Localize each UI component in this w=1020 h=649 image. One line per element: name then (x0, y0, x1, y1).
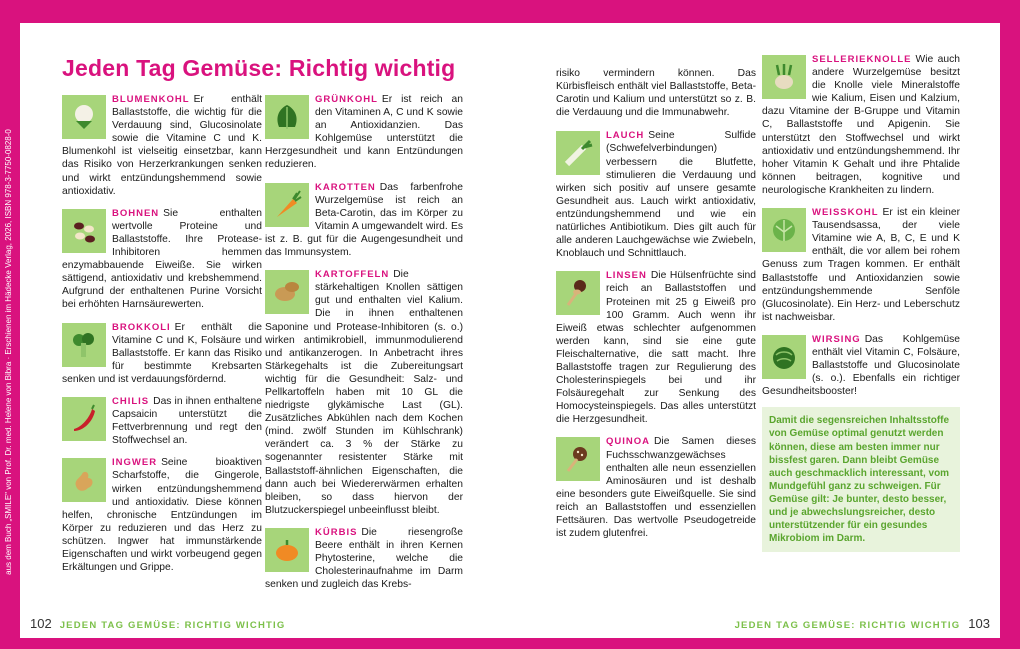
entry-body: Er enthält die Vitamine C und K, Folsäure und Ballaststoffe. Er kann das Risiko für bestimmte Krebsarten senken und ist verdauungsfördernd. (62, 321, 262, 385)
entry-keyword: CHILIS (112, 395, 150, 407)
entry-body: Das in ihnen enthaltene Capsaicin unterstützt die Fettverbrennung und regt den Stoffwechsel an. (112, 395, 262, 447)
entry-body: Seine bioaktiven Scharfstoffe, die Gingerole, wirken entzündungshemmend und antioxidativ. Diese können helfen, chronische Entzündungen im Körper zu reduzieren und das Herz zu schützen. Ingwer hat immunstärkende Eigenschaften und wirkt vorbeugend gegen Erkältungen und Grippe. (62, 457, 262, 574)
entry-keyword: SELLERIEKNOLLE (812, 54, 912, 65)
quinoa-icon (556, 437, 600, 481)
entry-body: Sie enthalten wertvolle Proteine und Ballaststoffe. Ihre Protease-Inhibitoren hemmen enzymabbauende Eiweiße. Sie wirken sättigend, antioxidativ und krebshemmend. Aufgrund der enthaltenen Purine Vorsicht bei erhöhten Harnsäurewerten. (62, 207, 262, 311)
entry-keyword: WEISSKOHL (812, 207, 879, 219)
entry-body: Die riesengroße Beere enthält in ihren Kernen Phytosterine, welche die Cholesterinaufnahme im Darm senken und zugleich das Krebs- (265, 526, 463, 591)
entry-body: Das Kohlgemüse enthält viel Vitamin C, Folsäure, Ballaststoffe und Glucosinolate (s. o.). Ebenfalls ein richtiger Gesundheitsbooster! (762, 333, 960, 398)
entry-wirsing (762, 333, 960, 398)
entry-sellerieknolle (762, 53, 960, 197)
broccoli-icon (62, 323, 106, 367)
chili-icon (62, 397, 106, 441)
column-1 (62, 93, 262, 583)
entry-keyword: GRÜNKOHL (315, 94, 378, 105)
entry-keyword: BROKKOLI (112, 321, 171, 333)
tip-box: Damit die segensreichen Inhaltsstoffe von Gemüse optimal genutzt werden können, diese am besten immer nur bissfest garen. Dann bleibt Gemüse auch geschmacklich interessant, vom Mundgefühl ganz zu schweigen. Für Gemüse gilt: Je bunter, desto besser, und je abwechslungsreicher, desto unterstützender für ein gesundes Mikrobiom im Darm. (762, 407, 960, 552)
beans-icon (62, 209, 106, 253)
entry-body: Die stärkehaltigen Knollen sättigen gut und enthalten viel Kalium. Die in ihnen enthaltenen Saponine und Protease-Inhibitoren (s. o.) wirken antimikrobiell, immunmodulierend und antikanzerogen. In Anbetracht ihres Stärkegehalts ist die Zubereitungsart wichtig für die Gesundheit: Salz- und Pellkartoffeln haben mit 10 GL die niedrigste glykämische Last (GL). Zusätzliches Abkühlen nach dem Kochen (mind. zwölf Stunden im Kühlschrank) verändert ca. 3 % der Stärke zu sogenannter resistenter Stärke mit Ballaststoff-ähnlichen Eigenschaften, die dann auch bei Wiedererwärmen erhalten bleiben, so dass hiervon der Blutzuckerspiegel unbeeinflusst bleibt. (265, 269, 463, 516)
kale-icon (265, 95, 309, 139)
cabbage-icon (762, 208, 806, 252)
entry-chilis (62, 395, 262, 447)
page-number-right: 103 (968, 616, 990, 631)
entry-keyword: KARTOFFELN (315, 269, 390, 281)
entry-quinoa (556, 435, 756, 540)
page-title: Jeden Tag Gemüse: Richtig wichtig (62, 55, 456, 81)
entry-keyword: BOHNEN (112, 207, 160, 219)
entry-keyword: KÜRBIS (315, 526, 358, 538)
entry-ingwer (62, 456, 262, 574)
side-credit-text: aus dem Buch „SMILE" von Prof. Dr. med. Helene von Bibra · Erschienen im Hädecke Verlag, 2026, ISBN 978-3-7750-0828-0 (4, 129, 13, 575)
side-credit (1, 70, 17, 640)
entry-body: Die Samen dieses Fuchsschwanzgewächses enthalten alle neun essenziellen Aminosäuren und ist deshalb eine besonders gute Eiweißquelle. Sie sind reich an Ballaststoffen und essenziellen Fettsäuren. Das wertvolle Pseudogetreide ist zudem glutenfrei. (556, 436, 756, 540)
entry-grünkohl (265, 93, 463, 172)
leek-icon (556, 131, 600, 175)
pumpkin-icon (265, 528, 309, 572)
entry-keyword: LAUCH (606, 130, 645, 142)
footer-right (735, 616, 990, 631)
entry-body: Er ist ein kleiner Tausendsassa, der viele Vitamine wie A, B, C, E und K enthält, die vor allem bei rohem Genuss zum Tragen kommen. Er enthält Ballaststoffe und Antioxidanzien sowie entzündungshemmende Senföle (Glucosinolate). Ein Herz- und Leberschutz ist nachweisbar. (762, 207, 960, 323)
entry-body: Das farbenfrohe Wurzelgemüse ist reich an Beta-Carotin, das im Körper zu Vitamin A umgewandelt wird. Es ist z. B. gut für die Augengesundheit und das Immunsystem. (265, 181, 463, 259)
entry-keyword: BLUMENKOHL (112, 94, 190, 105)
footer-left (30, 616, 285, 631)
entry-body: Wie auch andere Wurzelgemüse besitzt die Knolle viele Mineralstoffe wie Kalium, Eisen und Kalzium, dazu Vitamine der B-Gruppe und Vitamin C, Ballaststoffe und Apigenin. Sie unterstützt den Stoffwechsel und wirkt antioxidativ und entzündungshemmend. Ihr hoher Vitamin K Gehalt und ihre Phtalide können beitragen, kognitive und neurologische Krankheiten zu lindern. (762, 54, 960, 196)
ginger-icon (62, 458, 106, 502)
entry-blumenkohl (62, 93, 262, 198)
entry-linsen (556, 269, 756, 426)
lentils-icon (556, 271, 600, 315)
running-title-left: JEDEN TAG GEMÜSE: RICHTIG WICHTIG (59, 620, 286, 631)
column-3 (556, 67, 756, 549)
entry-keyword: KAROTTEN (315, 181, 376, 193)
running-title-right: JEDEN TAG GEMÜSE: RICHTIG WICHTIG (734, 620, 961, 631)
entry-karotten (265, 181, 463, 260)
col3-intro: risiko vermindern können. Das Kürbisfleisch enthält viel Ballaststoffe, Beta-Carotin und Kalium und unterstützt so z. B. die Verdauung und die Immunabwehr. (556, 68, 756, 119)
entry-bohnen (62, 207, 262, 312)
entry-body: Er enthält Ballaststoffe, die wichtig für die Verdauung sind, Glucosinolate sowie die Vitamine C und K. Blumenkohl ist vielseitig einsetzbar, kann das Risiko von Herzerkrankungen senken und wirkt entzündungshemmend sowie antioxidativ. (62, 94, 262, 197)
potato-icon (265, 270, 309, 314)
entry-body: Seine Sulfide (Schwefelverbindungen) verbessern die Blutfette, stimulieren die Verdauung und wirken sich positiv auf unsere gesamte Gesundheit aus. Lauch wirkt antioxidativ, entzündungshemmend und wie ein natürliches Antibiotikum. Dies gilt auch für alle anderen Lauchgewächse wie Zwiebeln, Knoblauch und Schnittlauch. (556, 130, 756, 260)
entry-kürbis (265, 526, 463, 591)
entry-keyword: WIRSING (812, 333, 861, 345)
entry-body: Die Hülsenfrüchte sind reich an Ballaststoffen und Proteinen mit 25 g Eiweiß pro 100 Gramm. Auch wenn ihr Eiweiß etwas schlechter aufgenommen werden kann, sind sie eine gute Fleischalternative, die satt macht. Ihre Ballaststoffe tragen zur Regulierung des Cholesterinspiegels bei und ihr Folsäuregehalt zur Senkung des Homocysteinspiegels. Das alles unterstützt die Herzgesundheit. (556, 270, 756, 426)
entry-body: Er ist reich an den Vitaminen A, C und K sowie an Antioxidanzien. Das Kohlgemüse unterstützt die Herzgesundheit und kann Entzündungen reduzieren. (265, 94, 463, 171)
column-4 (762, 53, 960, 552)
entry-kartoffeln (265, 268, 463, 517)
page-number-left: 102 (30, 616, 52, 631)
savoy-icon (762, 335, 806, 379)
entry-keyword: LINSEN (606, 270, 647, 282)
celeriac-icon (762, 55, 806, 99)
cauliflower-icon (62, 95, 106, 139)
entry-weisskohl (762, 206, 960, 324)
carrot-icon (265, 183, 309, 227)
entry-brokkoli (62, 321, 262, 386)
entry-keyword: INGWER (112, 457, 158, 469)
column-2 (265, 93, 463, 600)
entry-lauch (556, 129, 756, 260)
entry-keyword: QUINOA (606, 436, 650, 448)
book-spread (20, 23, 1000, 638)
